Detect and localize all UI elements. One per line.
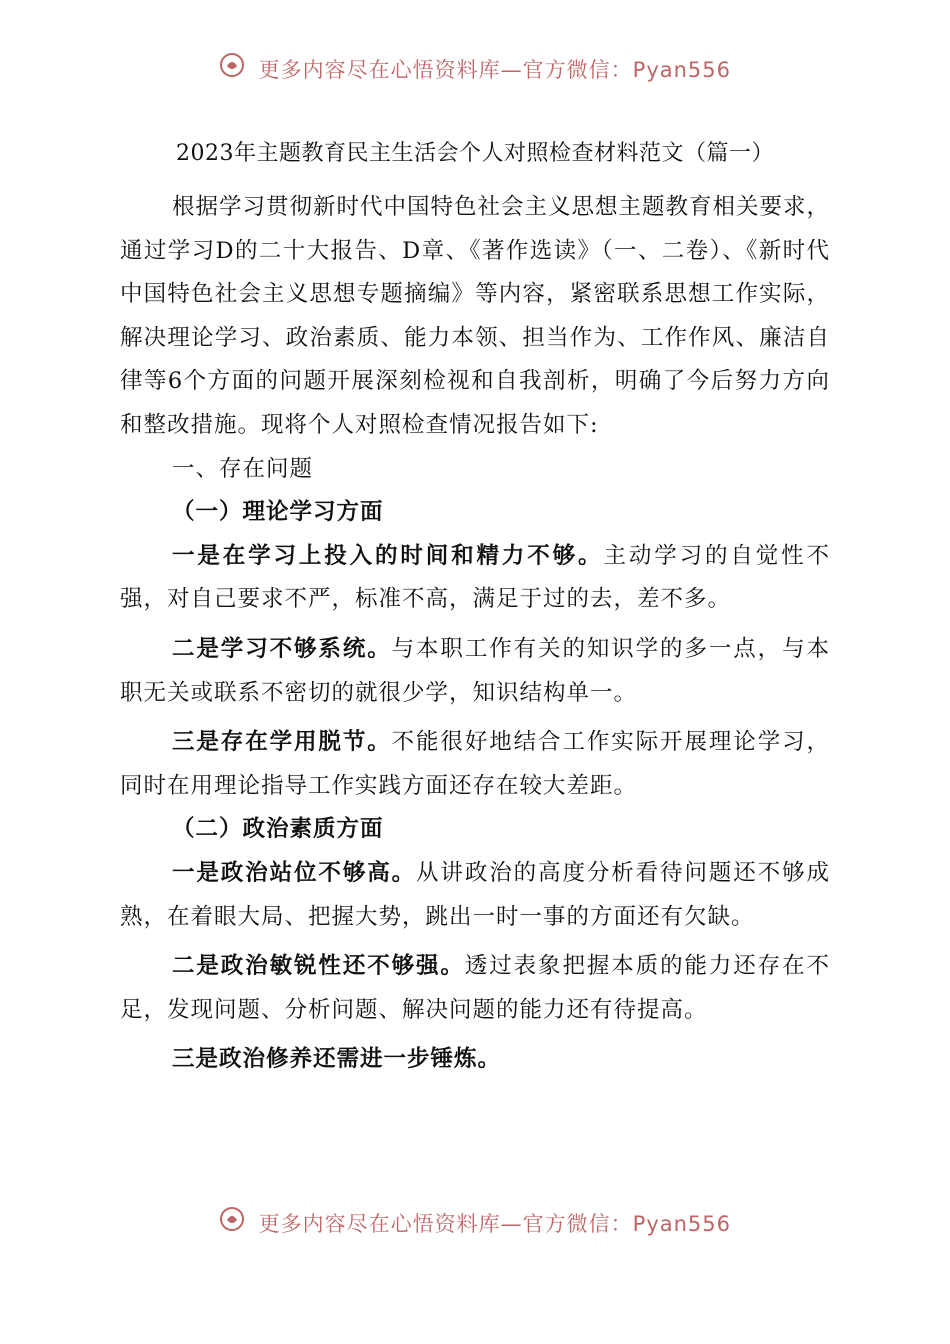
watermark-logo-icon bbox=[219, 1205, 245, 1245]
political-item-3 bbox=[120, 1038, 830, 1082]
document-body bbox=[120, 132, 830, 1082]
theory-item-2 bbox=[120, 628, 830, 715]
watermark-logo-icon bbox=[219, 51, 245, 91]
political-item-1-lead: 一是政治站位不够高。 bbox=[172, 859, 417, 886]
footer-watermark-text: 更多内容尽在心悟资料库—官方微信：Pyan556 bbox=[258, 1212, 732, 1236]
political-item-2-lead: 二是政治敏锐性还不够强。 bbox=[172, 953, 465, 980]
theory-item-2-lead: 二是学习不够系统。 bbox=[172, 635, 392, 662]
document-title: 2023年主题教育民主生活会个人对照检查材料范文（篇一） bbox=[176, 141, 774, 166]
subsection-heading-theory: （一）理论学习方面 bbox=[172, 499, 384, 526]
political-item-1 bbox=[120, 852, 830, 939]
political-item-2 bbox=[120, 945, 830, 1032]
theory-item-3-lead: 三是存在学用脱节。 bbox=[172, 729, 392, 756]
intro-paragraph: 根据学习贯彻新时代中国特色社会主义思想主题教育相关要求，通过学习D的二十大报告、D章、《著作选读》（一、二卷）、《新时代中国特色社会主义思想专题摘编》等内容，紧密联系思想工作实际，解决理论学习、政治素质、能力本领、担当作为、工作作风、廉洁自律等6个方面的问题开展深刻检视和自我剖析，明确了今后努力方向和整改措施。现将个人对照检查情况报告如下: bbox=[120, 194, 831, 438]
theory-item-3 bbox=[120, 721, 830, 808]
theory-item-2-body: 与本职工作有关的知识学的多一点，与本职无关或联系不密切的就很少学，知识结构单一。 bbox=[120, 635, 830, 706]
theory-item-1-body: 主动学习的自觉性不强，对自己要求不严，标准不高，满足于过的去，差不多。 bbox=[120, 542, 830, 613]
political-item-2-body: 透过表象把握本质的能力还存在不足，发现问题、分析问题、解决问题的能力还有待提高。 bbox=[120, 953, 830, 1023]
header-watermark-text: 更多内容尽在心悟资料库—官方微信：Pyan556 bbox=[258, 58, 732, 82]
theory-item-1 bbox=[120, 535, 830, 622]
section-heading-problems: 一、存在问题 bbox=[172, 455, 314, 482]
political-item-3-lead: 三是政治修养还需进一步锤炼。 bbox=[172, 1046, 502, 1073]
header-watermark bbox=[0, 50, 950, 90]
theory-item-1-lead: 一是在学习上投入的时间和精力不够。 bbox=[172, 542, 604, 569]
theory-item-3-body: 不能很好地结合工作实际开展理论学习，同时在用理论指导工作实践方面还存在较大差距。 bbox=[120, 729, 830, 799]
subsection-heading-political: （二）政治素质方面 bbox=[172, 816, 384, 843]
footer-watermark bbox=[0, 1204, 950, 1244]
political-item-1-body: 从讲政治的高度分析看待问题还不够成熟，在着眼大局、把握大势，跳出一时一事的方面还有欠缺。 bbox=[120, 859, 830, 930]
